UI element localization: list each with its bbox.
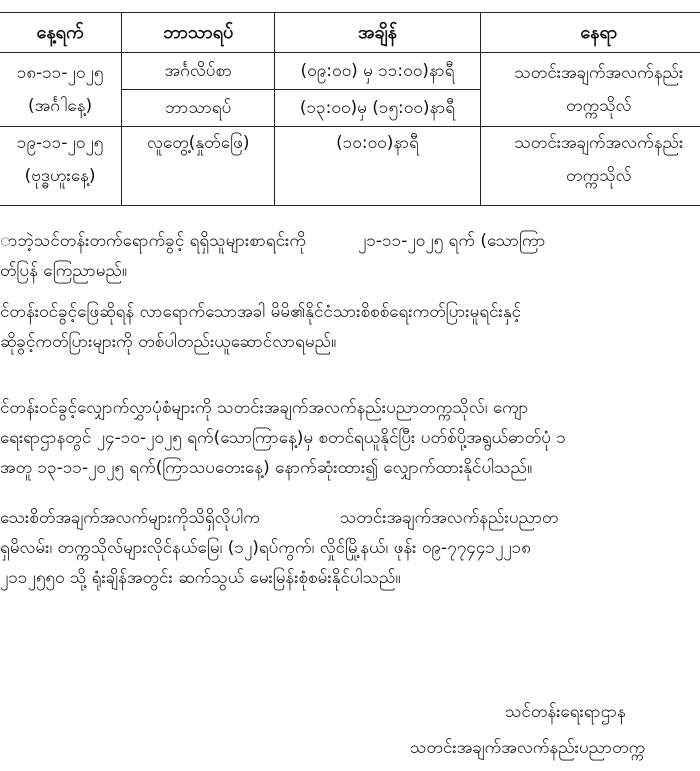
p1-line2: တ်ပြန် ကြေညာမည်။ <box>0 261 128 281</box>
row1-place-line2: တက္ကသိုလ် <box>566 95 632 116</box>
header-place: နေရာ <box>480 13 700 53</box>
row1-place-cell <box>480 53 700 127</box>
row1-time-2: (၁၃:၀၀)မှ (၁၅:၀၀)နာရီ <box>275 90 480 127</box>
table-header-row <box>0 13 700 53</box>
header-time: အချိန် <box>275 13 480 53</box>
row1-place-line1: သတင်းအချက်အလက်နည်း <box>514 62 684 83</box>
header-subject: ဘာသာရပ် <box>122 13 275 53</box>
p3-line3: အတူ ၁၃-၁၁-၂၀၂၅ ရက်(ကြာသပတေးနေ့) နောက်ဆုံးထား၍ လျှောက်ထားနိုင်ပါသည်။ <box>0 458 533 478</box>
p3-line1: င်တန်းဝင်ခွင့်လျှောက်လွှာပုံစံများကို သတင်းအချက်အလက်နည်းပညာတက္ကသိုလ်၊ ကျော <box>0 398 529 418</box>
p1-line1a: ာဘဲ့သင်တန်းတက်ရောက်ခွင့် ရရှိသူများစာရင်းကို <box>0 231 307 251</box>
table-row <box>0 127 700 206</box>
row2-place-line2: တက္ကသိုလ် <box>566 166 632 186</box>
p4-line1a: သေးစိတ်အချက်အလက်များကိုသိရှိလိုပါက <box>0 508 260 528</box>
paragraph-results-announcement <box>0 226 700 286</box>
p2-line1: င်တန်းဝင်ခွင့်ဖြေဆိုရန် လာရောက်သောအခါ မိမိ၏နိုင်ငံသားစိစစ်ရေးကတ်ပြားမူရင်းနှင့် <box>0 302 522 322</box>
p3-line2: ရေးရာဌာနတွင် ၂၄-၁၀-၂၀၂၅ ရက်(သောကြာနေ့)မှ စတင်ရယူနိုင်ပြီး ပတ်စ်ပို့အရွယ်ဓာတ်ပုံ ၁ <box>0 428 566 448</box>
p4-line3: ၂၁၁၂၅၅၀ သို့ ရုံးချိန်အတွင်း ဆက်သွယ် မေးမြန်းစုံစမ်းနိုင်ပါသည်။ <box>0 568 401 588</box>
paragraph-id-requirement <box>0 297 700 357</box>
row1-date-cell <box>0 53 122 127</box>
signature-university: သတင်းအချက်အလက်နည်းပညာတက္က <box>410 738 646 758</box>
header-date: နေ့ရက် <box>0 13 122 53</box>
signature-department: သင်တန်းရေးရာဌာန <box>505 702 626 722</box>
row2-day: (ဗုဒ္ဓဟူးနေ့) <box>24 166 96 186</box>
exam-schedule-table <box>0 12 700 206</box>
row2-place-line1: သတင်းအချက်အလက်နည်း <box>514 133 684 153</box>
row2-time: (၁၀:၀၀)နာရီ <box>275 127 480 206</box>
row1-subject-1: အင်္ဂလိပ်စာ <box>122 53 275 90</box>
row1-time-1: (၀၉:၀၀) မှ ၁၁:၀၀)နာရီ <box>275 53 480 90</box>
p4-line1b: သတင်းအချက်အလက်နည်းပညာတ <box>339 508 559 528</box>
row2-date: ၁၉-၁၁-၂၀၂၅ <box>16 133 104 153</box>
row1-subject-2: ဘာသာရပ် <box>122 90 275 127</box>
row2-place-cell <box>480 127 700 206</box>
p1-line1b: ၂၁-၁၁-၂၀၂၅ ရက် (သောကြာ <box>358 231 546 251</box>
row1-date: ၁၈-၁၁-၂၀၂၅ <box>16 62 104 83</box>
row2-subject: လူတွေ့(နှုတ်ဖြေ) <box>122 127 275 206</box>
p4-line2: ရှမိလမ်း၊ တက္ကသိုလ်များလိုင်နယ်မြေ၊ (၁၂)ရပ်ကွက်၊ လှိုင်မြို့နယ်၊ ဖုန်း ၀၉-၇၇၄၄၁၂၂၁၈ <box>0 538 531 558</box>
paragraph-application-forms <box>0 393 700 483</box>
row2-date-cell <box>0 127 122 206</box>
p2-line2: ဆိုခွင့်ကတ်ပြားများကို တစ်ပါတည်းယူဆောင်လာရမည်။ <box>0 332 337 352</box>
table-row <box>0 53 700 90</box>
row1-day: (အင်္ဂါနေ့) <box>28 95 93 116</box>
paragraph-contact-info <box>0 503 700 593</box>
